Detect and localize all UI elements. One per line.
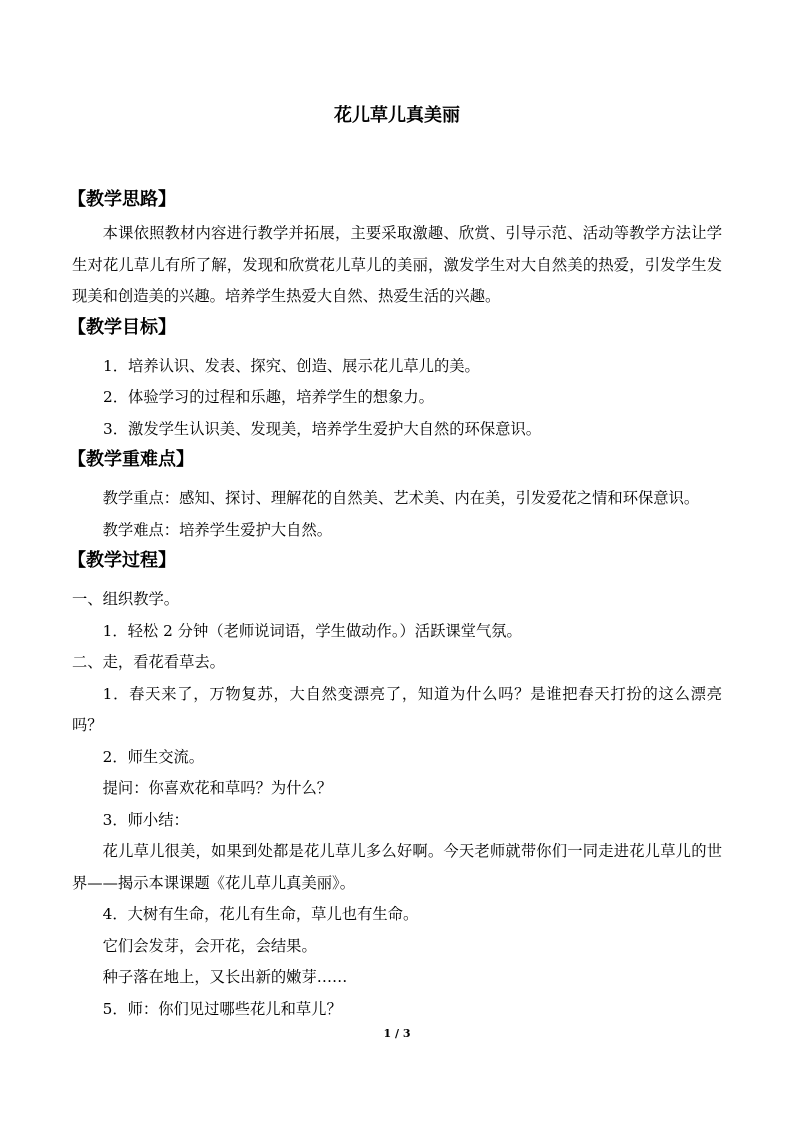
- thinking-paragraph: 本课依照教材内容进行教学并拓展，主要采取激趣、欣赏、引导示范、活动等教学方法让学生对花儿草儿有所了解，发现和欣赏花儿草儿的美丽，激发学生对大自然美的热爱，引发学生发现美和创造美的兴趣。培养学生热爱大自然、热爱生活的兴趣。: [72, 224, 722, 305]
- section-heading-key-points: 【教学重难点】: [68, 449, 194, 470]
- goal-item: 1．培养认识、发表、探究、创造、展示花儿草儿的美。: [103, 356, 480, 375]
- process-part2-text: 提问：你喜欢花和草吗？为什么？: [102, 779, 333, 797]
- document-title: 花儿草儿真美丽: [334, 105, 460, 126]
- document-body: [68, 185, 722, 1025]
- process-part2-text: 它们会发芽，会开花，会结果。: [102, 936, 317, 955]
- key-difficulty-paragraph: 教学难点：培养学生爱护大自然。: [102, 520, 333, 539]
- process-part1-title: 一、组织教学。: [72, 590, 180, 608]
- section-heading-goals: 【教学目标】: [68, 316, 176, 338]
- process-part2-item: 2．师生交流。: [102, 747, 205, 766]
- section-heading-process: 【教学过程】: [68, 550, 176, 571]
- page-number: 1 / 3: [383, 1027, 411, 1040]
- key-focus-paragraph: 教学重点：感知、探讨、理解花的自然美、艺术美、内在美，引发爱花之情和环保意识。: [102, 489, 700, 507]
- section-heading-thinking: 【教学思路】: [68, 189, 176, 210]
- process-part2-item: 5．师：你们见过哪些花儿和草儿？: [102, 999, 342, 1018]
- process-part2-text: 种子落在地上，又长出新的嫩芽……: [102, 968, 348, 986]
- process-part2-text: 花儿草儿很美，如果到处都是花儿草儿多么好啊。今天老师就带你们一同走进花儿草儿的世界——揭示本课课题《花儿草儿真美丽》。: [72, 842, 722, 892]
- process-part2-item: 3．师小结：: [102, 810, 189, 829]
- process-part2-item: 4．大树有生命，花儿有生命，草儿也有生命。: [102, 905, 419, 923]
- process-part2-title: 二、走，看花看草去。: [72, 653, 225, 671]
- goal-item: 3．激发学生认识美、发现美，培养学生爱护大自然的环保意识。: [103, 419, 542, 438]
- process-part2-item: 1．春天来了，万物复苏，大自然变漂亮了，知道为什么吗？是谁把春天打扮的这么漂亮吗？: [72, 684, 722, 734]
- process-part1-item: 1．轻松 2 分钟（老师说词语，学生做动作。）活跃课堂气氛。: [102, 621, 522, 640]
- document-page: [68, 0, 722, 1123]
- goal-item: 2．体验学习的过程和乐趣，培养学生的想象力。: [103, 388, 434, 406]
